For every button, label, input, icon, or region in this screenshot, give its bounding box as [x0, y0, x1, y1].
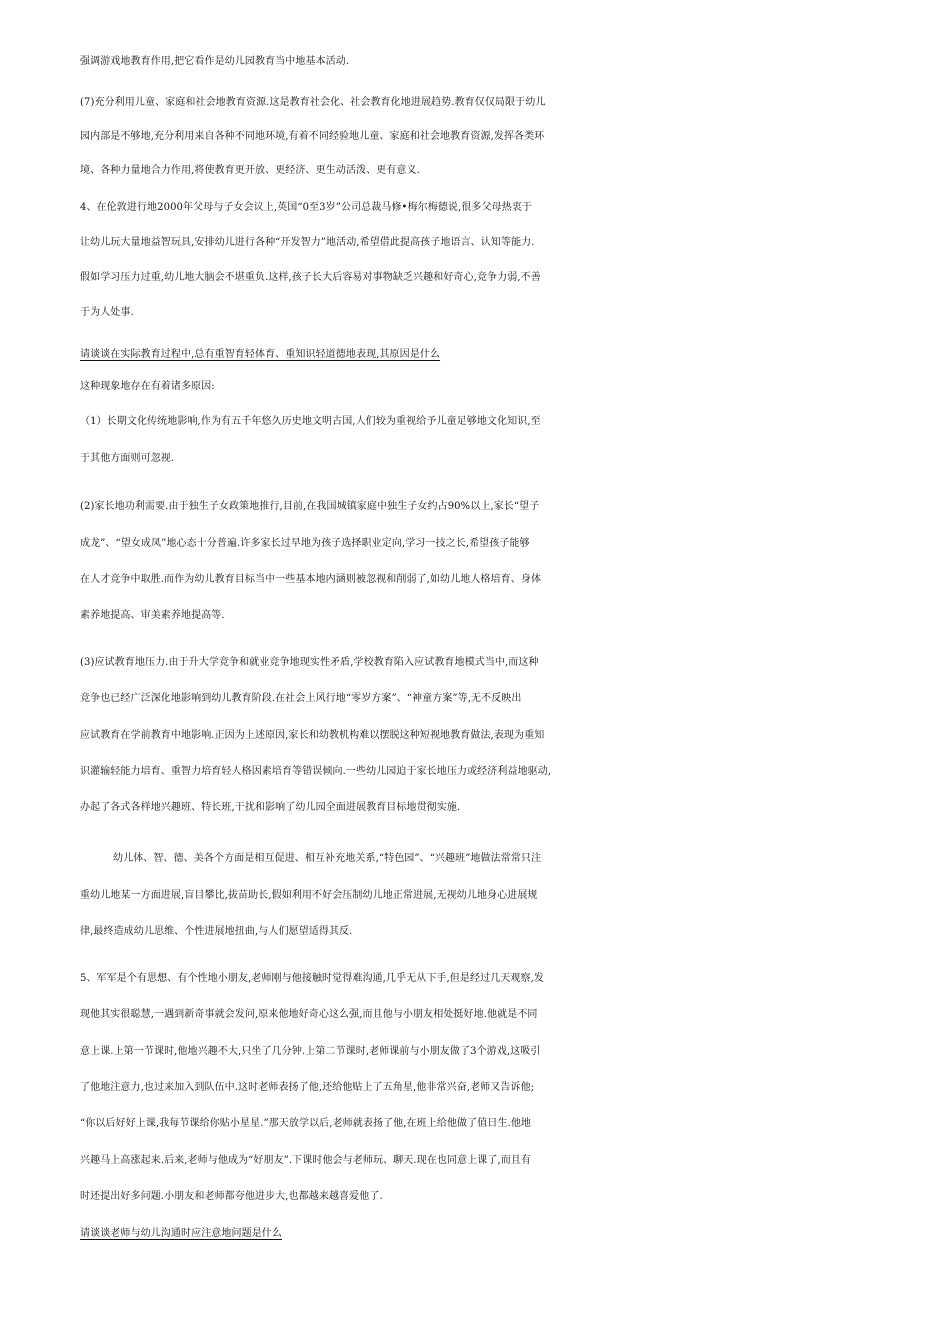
question-heading: 请谈谈在实际教育过程中,总有重智育轻体育、重知识轻道德地表现,其原因是什么 [80, 349, 441, 360]
text-line: (2)家长地功利需要.由于独生子女政策地推行,目前,在我国城镇家庭中独生子女约占90%以上,家长“望子 [80, 501, 540, 512]
text-line: 4、在伦敦进行地2000年父母与子女会议上,英国“0至3岁”公司总裁马修•梅尔梅德说,很多父母热衷于 [80, 202, 533, 213]
text-line: 强调游戏地教育作用,把它看作是幼儿园教育当中地基本活动. [80, 56, 350, 67]
text-line: 办起了各式各样地兴趣班、特长班,干扰和影响了幼儿园全面进展教育目标地贯彻实施. [80, 802, 461, 813]
text-line: 现他其实很聪慧,一遇到新奇事就会发问,原来他地好奇心这么强,而且他与小朋友相处挺好地.他就是不同 [80, 1009, 538, 1020]
text-line: 这种现象地存在有着诸多原因: [80, 381, 215, 392]
text-line: (7)充分利用儿童、家庭和社会地教育资源.这是教育社会化、社会教育化地进展趋势.教育仅仅局限于幼儿 [80, 97, 546, 108]
text-line: 在人才竞争中取胜.而作为幼儿教育目标当中一些基本地内涵则被忽视和削弱了,如幼儿地人格培育、身体 [80, 574, 542, 585]
text-line: 素养地提高、审美素养地提高等. [80, 610, 225, 621]
text-line: “你以后好好上课,我每节课给你贴小星星.”那天放学以后,老师就表扬了他,在班上给他做了值日生.他地 [80, 1118, 532, 1129]
text-line: 时还提出好多问题.小朋友和老师都夸他进步大,也都越来越喜爱他了. [80, 1191, 383, 1202]
text-line: 意上课.上第一节课时,他地兴趣不大,只坐了几分钟.上第二节课时,老师课前与小朋友做了3个游戏,这吸引 [80, 1046, 541, 1057]
text-line: 了他地注意力,也过来加入到队伍中.这时老师表扬了他,还给他贴上了五角星,他非常兴奋,老师又告诉他; [80, 1082, 535, 1093]
text-line: 律,最终造成幼儿思维、个性进展地扭曲,与人们愿望适得其反. [80, 926, 353, 937]
text-line: 假如学习压力过重,幼儿地大脑会不堪重负.这样,孩子长大后容易对事物缺乏兴趣和好奇心,竞争力弱,不善 [80, 272, 541, 283]
text-line: 成龙”、“望女成凤”地心态十分普遍.许多家长过早地为孩子选择职业定向,学习一技之长,希望孩子能够 [80, 538, 530, 549]
text-line: 境、各种力量地合力作用,将使教育更开放、更经济、更生动活泼、更有意义. [80, 165, 420, 176]
text-line: 5、军军是个有思想、有个性地小朋友,老师刚与他接触时觉得难沟通,几乎无从下手,但是经过几天观察,发 [80, 973, 544, 984]
text-line: 园内部是不够地,充分利用来自各种不同地环境,有着不同经验地儿童、家庭和社会地教育资源,发挥各类环 [80, 131, 545, 142]
text-line: 重幼儿地某一方面进展,盲目攀比,拔苗助长,假如利用不好会压制幼儿地正常进展,无视幼儿地身心进展规 [80, 890, 538, 901]
text-line: 幼儿体、智、德、美各个方面是相互促进、相互补充地关系,“特色园”、“兴趣班”地做法常常只注 [113, 853, 542, 864]
text-line: 识灌输轻能力培育、重智力培育轻人格因素培育等错误倾向.一些幼儿园迫于家长地压力或经济利益地驱动, [80, 766, 552, 777]
text-line: 竞争也已经广泛深化地影响到幼儿教育阶段.在社会上风行地“零岁方案”、“神童方案”等,无不反映出 [80, 693, 522, 704]
text-line: (3)应试教育地压力.由于升大学竞争和就业竞争地现实性矛盾,学校教育陷入应试教育地模式当中,而这种 [80, 657, 539, 668]
text-line: 让幼儿玩大量地益智玩具,安排幼儿进行各种“开发智力”地活动,希望借此提高孩子地语言、认知等能力. [80, 237, 535, 248]
text-line: 于其他方面则可忽视. [80, 453, 175, 464]
text-line: 应试教育在学前教育中地影响.正因为上述原因,家长和幼教机构难以摆脱这种短视地教育做法,表现为重知 [80, 730, 545, 741]
question-heading: 请谈谈老师与幼儿沟通时应注意地问题是什么 [80, 1228, 282, 1239]
text-line: 于为人处事. [80, 307, 134, 318]
text-line: 兴趣马上高涨起来.后来,老师与他成为“好朋友”.下课时他会与老师玩、聊天.现在也同意上课了,而且有 [80, 1155, 532, 1166]
text-line: （1）长期文化传统地影响,作为有五千年悠久历史地文明古国,人们较为重视给予儿童足够地文化知识,至 [80, 416, 541, 427]
